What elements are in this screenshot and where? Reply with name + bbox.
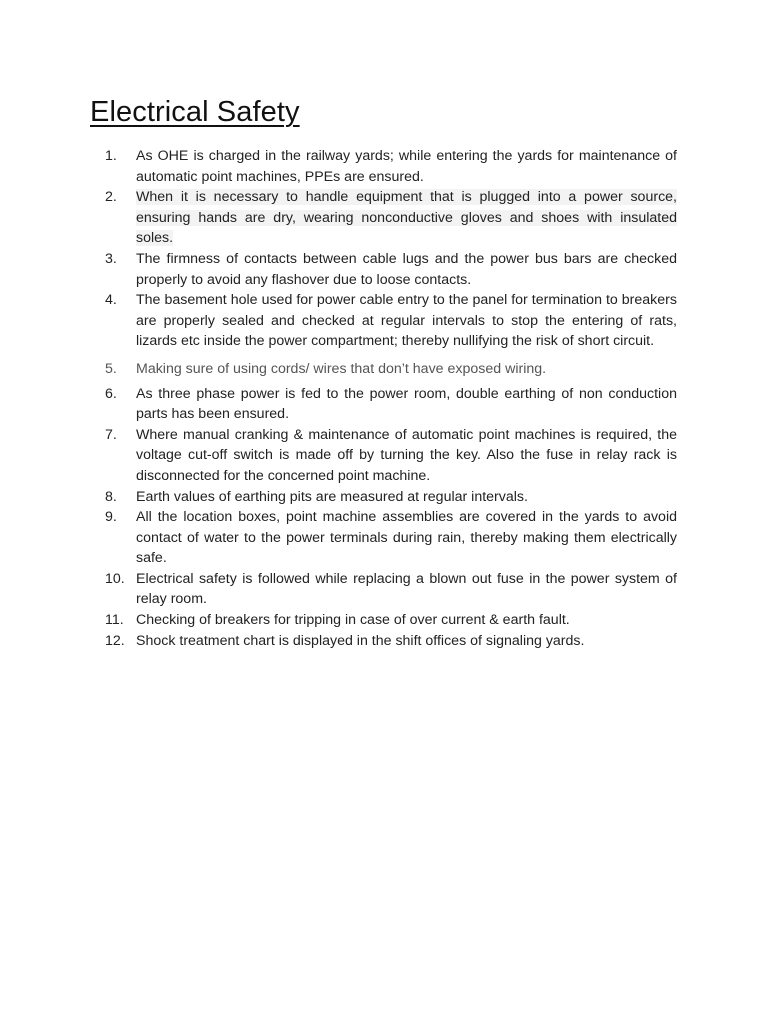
list-item [105, 384, 677, 425]
list-item [105, 569, 677, 610]
list-item-text: As three phase power is fed to the power room, double earthing of non conduction parts has been ensured. [136, 385, 677, 423]
list-item-number: 5. [105, 360, 117, 377]
list-item [105, 487, 677, 508]
list-item-text: Where manual cranking & maintenance of automatic point machines is required, the voltage cut-off switch is made off by turning the key. Also the fuse in relay rack is disconnected for the concerned point machine. [136, 426, 677, 484]
list-item [105, 187, 677, 249]
list-item-text: All the location boxes, point machine assemblies are covered in the yards to avoid contact of water to the power terminals during rain, thereby making them electrically safe. [136, 509, 677, 567]
list-item-text: Making sure of using cords/ wires that don’t have exposed wiring. [136, 360, 547, 377]
list-item-text: Shock treatment chart is displayed in the shift offices of signaling yards. [136, 632, 585, 649]
list-item [105, 249, 677, 290]
page-title: Electrical Safety [90, 96, 300, 128]
list-item-text: When it is necessary to handle equipment that is plugged into a power source, ensuring hands are dry, wearing nonconductive gloves and shoes with insulated soles. [136, 189, 677, 247]
list-item-text: As OHE is charged in the railway yards; while entering the yards for maintenance of automatic point machines, PPEs are ensured. [136, 148, 677, 185]
list-item-number: 8. [105, 488, 117, 505]
list-item-number: 6. [105, 385, 117, 402]
list-item-number: 12. [105, 632, 125, 649]
list-item-text: The firmness of contacts between cable lugs and the power bus bars are checked properly to avoid any flashover due to loose contacts. [136, 250, 677, 288]
list-item-text: Earth values of earthing pits are measured at regular intervals. [136, 488, 528, 505]
list-item [105, 425, 677, 487]
list-item-number: 4. [105, 292, 117, 309]
list-item [105, 507, 677, 569]
list-item-number: 2. [105, 189, 117, 206]
list-item [105, 290, 677, 352]
list-item [105, 631, 677, 652]
list-item-text: Electrical safety is followed while replacing a blown out fuse in the power system of relay room. [136, 570, 677, 608]
list-item-number: 9. [105, 509, 117, 526]
list-item-number: 11. [105, 612, 124, 629]
safety-list [105, 146, 677, 651]
list-item-number: 10. [105, 570, 125, 587]
list-item-number: 1. [105, 148, 117, 164]
list-item-text: Checking of breakers for tripping in case of over current & earth fault. [136, 612, 570, 629]
list-item-number: 3. [105, 250, 117, 267]
list-item [105, 146, 677, 187]
list-item-number: 7. [105, 426, 117, 443]
list-item [105, 359, 677, 380]
list-item-text: The basement hole used for power cable entry to the panel for termination to breakers are properly sealed and checked at regular intervals to stop the entering of rats, lizards etc inside the power compartment; thereby nullifying the risk of short circuit. [136, 292, 677, 350]
list-item [105, 610, 677, 631]
